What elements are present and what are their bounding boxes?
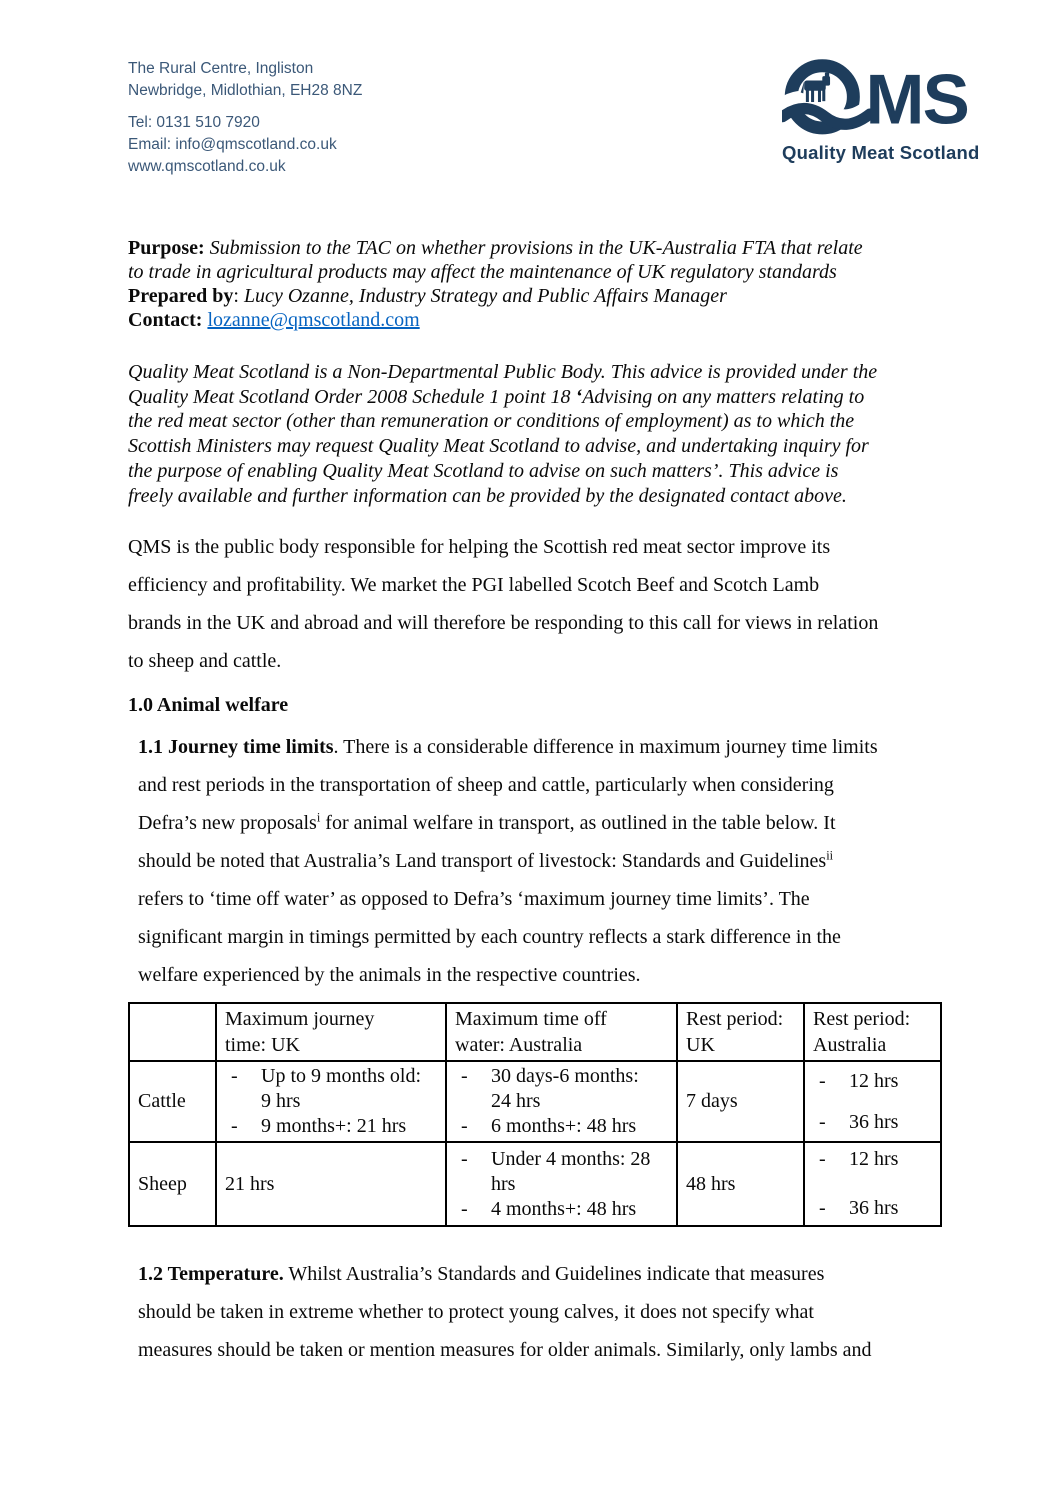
table-cell: 21 hrs [216, 1142, 446, 1226]
contact-details [128, 112, 362, 178]
email-line: Email: info@qmscotland.co.uk [128, 136, 337, 153]
paragraph-journey-time-limits [128, 728, 930, 994]
text-line [128, 642, 930, 680]
row-label-cell: Sheep [129, 1142, 216, 1226]
table-cell: - 12 hrs - 36 hrs [804, 1061, 941, 1142]
logo-tagline: Quality Meat Scotland [782, 142, 980, 163]
text-segment: Prepared by [128, 285, 234, 307]
text-segment: welfare experienced by the animals in the respective countries. [138, 964, 641, 987]
text-line [128, 434, 930, 459]
footnote-ref: ii [826, 848, 834, 863]
text-segment: Quality Meat Scotland Order 2008 Schedule 1 point 18 [128, 385, 576, 408]
text-segment: should be noted that Australia’s Land transport of livestock: Standards and Guidelines [138, 850, 827, 873]
logo-letters: MS [865, 59, 969, 139]
table-header-cell [129, 1003, 216, 1061]
text-segment: : [233, 285, 244, 307]
qms-logo-mark [782, 58, 986, 140]
text-line [138, 728, 930, 766]
letterhead [128, 0, 980, 188]
text-segment: refers to ‘time off water’ as opposed to Defra’s ‘maximum journey time limits’. The [138, 888, 810, 911]
text-segment: Scottish Ministers may request Quality Meat Scotland to advise, and undertaking inquiry for [128, 435, 869, 458]
text-segment: to sheep and cattle. [128, 650, 282, 673]
text-line [128, 528, 930, 566]
postal-address [128, 58, 362, 102]
text-segment: efficiency and profitability. We market the PGI labelled Scotch Beef and Scotch Lamb [128, 574, 820, 597]
text-line [128, 484, 930, 509]
text-segment: the red meat sector (other than remuneration or conditions of employment) as to which the [128, 410, 855, 433]
text-segment: for animal welfare in transport, as outlined in the table below. It [320, 812, 836, 835]
text-segment: 1.1 Journey time limits [138, 736, 334, 759]
text-line [128, 236, 930, 260]
text-segment: 1.2 Temperature. [138, 1263, 284, 1286]
table-header-cell: Rest period: Australia [804, 1003, 941, 1061]
text-segment: QMS is the public body responsible for helping the Scottish red meat sector improve its [128, 536, 831, 559]
text-segment: to trade in agricultural products may affect the maintenance of UK regulatory standards [128, 261, 837, 283]
intro-paragraph [128, 528, 930, 680]
address-line: Newbridge, Midlothian, EH28 8NZ [128, 82, 363, 99]
text-line [128, 566, 930, 604]
table-row [129, 1142, 941, 1226]
phone-line: Tel: 0131 510 7920 [128, 114, 260, 131]
table-header-cell: Maximum journey time: UK [216, 1003, 446, 1061]
text-segment: brands in the UK and abroad and will therefore be responding to this call for views in relation [128, 612, 879, 635]
address-block [128, 58, 362, 188]
text-segment: ‘ [575, 385, 583, 408]
text-line [138, 1293, 930, 1331]
text-line [128, 284, 930, 308]
text-line [138, 842, 930, 880]
text-segment: should be taken in extreme whether to protect young calves, it does not specify what [138, 1301, 814, 1324]
table-header-cell: Rest period: UK [677, 1003, 804, 1061]
table-cell: - Up to 9 months old: 9 hrs - 9 months+: 21 hrs [216, 1061, 446, 1142]
table-cell: 48 hrs [677, 1142, 804, 1226]
footnote-ref: i [316, 810, 321, 825]
qms-logo [782, 58, 986, 164]
text-line [138, 766, 930, 804]
text-line [128, 459, 930, 484]
journey-time-table [128, 1002, 942, 1227]
text-segment: . There is a considerable difference in maximum journey time limits [333, 736, 878, 759]
text-segment: measures should be taken or mention measures for older animals. Similarly, only lambs and [138, 1339, 872, 1362]
website-line: www.qmscotland.co.uk [128, 158, 286, 175]
text-segment: Quality Meat Scotland is a Non-Departmental Public Body. This advice is provided under the [128, 361, 878, 383]
table-cell: 7 days [677, 1061, 804, 1142]
address-line: The Rural Centre, Ingliston [128, 60, 314, 77]
text-line [138, 804, 930, 842]
text-line [138, 1255, 930, 1293]
text-segment: Defra’s new proposals [138, 812, 317, 835]
row-label-cell: Cattle [129, 1061, 216, 1142]
paragraph-temperature [128, 1255, 930, 1369]
text-segment: significant margin in timings permitted by each country reflects a stark difference in the [138, 926, 841, 949]
text-segment: the purpose of enabling Quality Meat Scotland to advise on such matters’. This advice is [128, 459, 839, 482]
purpose-block [128, 236, 930, 332]
table-cell: - Under 4 months: 28 hrs - 4 months+: 48 hrs [446, 1142, 677, 1226]
text-line [138, 880, 930, 918]
text-segment: Contact: [128, 309, 203, 331]
table-header-cell: Maximum time off water: Australia [446, 1003, 677, 1061]
text-segment: and rest periods in the transportation of sheep and cattle, particularly when considering [138, 774, 834, 797]
text-line [128, 385, 930, 410]
text-line [128, 360, 930, 385]
text-line [138, 918, 930, 956]
text-segment: freely available and further information can be provided by the designated contact above. [128, 484, 847, 507]
table-cell: - 30 days-6 months: 24 hrs - 6 months+: 48 hrs [446, 1061, 677, 1142]
text-segment: Purpose: [128, 237, 205, 259]
text-line [138, 1331, 930, 1369]
contact-email-link[interactable]: lozanne@qmscotland.com [207, 309, 420, 331]
table-row [129, 1061, 941, 1142]
text-segment: Submission to the TAC on whether provisions in the UK-Australia FTA that relate [209, 237, 863, 259]
text-line [138, 956, 930, 994]
section-heading-animal-welfare: 1.0 Animal welfare [128, 694, 289, 717]
table-cell: - 12 hrs - 36 hrs [804, 1142, 941, 1226]
text-line [128, 308, 930, 332]
text-segment: Whilst Australia’s Standards and Guidelines indicate that measures [283, 1263, 825, 1286]
text-line [128, 409, 930, 434]
text-segment: Lucy Ozanne, Industry Strategy and Public Affairs Manager [243, 285, 727, 307]
disclaimer-paragraph [128, 360, 930, 508]
text-line [128, 260, 930, 284]
text-segment: Advising on any matters relating to [582, 385, 865, 408]
text-line [128, 604, 930, 642]
